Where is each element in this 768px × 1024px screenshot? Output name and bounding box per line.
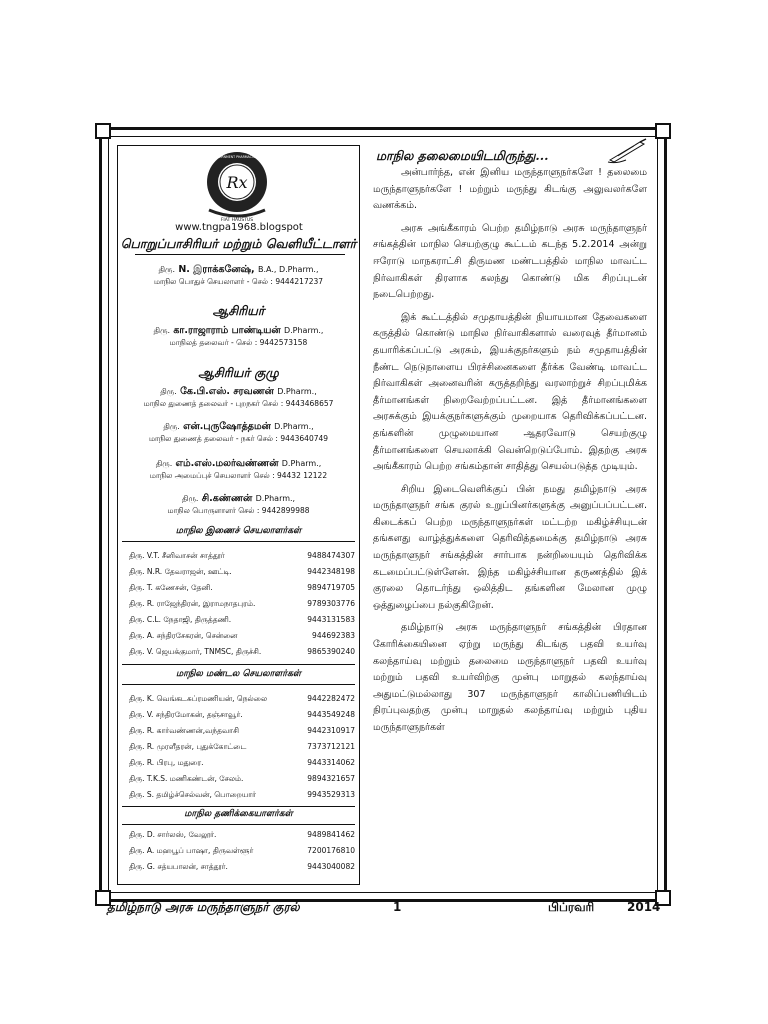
editor-degree: D.Pharm., — [283, 326, 324, 335]
publisher-prefix: திரு. — [158, 265, 175, 274]
member-phone: 7200176810 — [307, 846, 355, 855]
member-name: திரு. N.R. தேவராஜன், ஊட்டி. — [129, 567, 232, 576]
publisher-heading: பொறுப்பாசிரியர் மற்றும் வெளியீட்டாளர் — [120, 236, 357, 251]
list-rule — [122, 664, 355, 665]
committee-member — [120, 386, 357, 410]
committee-heading: ஆசிரியர் குழு — [198, 365, 279, 380]
member-name: திரு. K. வெங்கடசுப்ரமணியன், நெல்லை — [129, 694, 268, 703]
member-desc: மாநில அமைப்புச் செயலாளர் செல் : 94432 12122 — [149, 471, 328, 480]
list-item — [129, 566, 355, 578]
list-item — [129, 582, 355, 594]
list-item — [129, 861, 355, 873]
logo-bottom-text: FIAT HAUSTUS — [220, 218, 254, 223]
member-phone: 944692383 — [312, 631, 355, 640]
logo-ring-text: TAMILNADU GOVERNMENT PHARMACISTS ASSOCIATION — [192, 155, 282, 159]
publisher-desc: மாநில பொதுச் செயலாளர் - செல் : 9444217237 — [153, 277, 324, 286]
list-item — [129, 757, 355, 769]
member-desc: மாநில பொருளாளர் செல் : 9442899988 — [167, 506, 310, 515]
member-phone: 9489841462 — [307, 830, 355, 839]
list-item — [129, 709, 355, 721]
member-phone: 9442282472 — [307, 694, 355, 703]
list-rule — [122, 684, 355, 685]
member-phone: 9894321657 — [307, 774, 355, 783]
publisher-degree: B.A., D.Pharm., — [257, 265, 319, 274]
committee-member — [120, 493, 357, 517]
border-corner-ornament — [95, 123, 111, 139]
member-prefix: திரு. — [160, 387, 177, 396]
member-desc: மாநில துணைத் தலைவர் - புறநகர் செல் : 9443468657 — [143, 399, 334, 408]
member-phone: 9943529313 — [307, 790, 355, 799]
member-name: திரு. R. முரளீதரன், புதுக்கோட்டை — [129, 742, 247, 751]
member-name: திரு. V. சந்திரமோகன், தஞ்சாவூர். — [129, 710, 243, 719]
article-paragraph: இக் கூட்டத்தில் சமுதாயத்தின் நியாயமான தேவைகளை கருத்தில் கொண்டு மாநில நிர்வாகிகளால் வரைவுத் தீர்மானம் தயாரிக்கப்பட்டு அரசும், இயக்குநர்களும் நம் சமுதாயத்தின் நீண்ட நெடுநாளைய பிரச்சினைகளை தீர்க்க வேண்டி மாவட்ட நிர்வாகிகள் அனைவரின் கருத்தறிந்து வரலாற்றுச் சிறப்புமிக்க தீர்மானங்கள் நிறைவேற்றப்பட்டன. இத் தீர்மானங்களை அரசுக்கும் இயக்குநர்களுக்கும் முறையாக தெரிவிக்கப்பட்டன. தங்களின் முழுமையான ஆதரவோடு செயற்குழு தீர்மானங்களை செயலாக்கி வென்றெடுப்போம். இதற்கு அரசு அங்கீகாரம் பெற்ற சங்கம்தான் சாதித்து செயல்படுத்த முடியும். — [373, 311, 647, 473]
heading-rule — [135, 254, 345, 255]
member-name: திரு. G. சத்யபாலன், சாத்தூர். — [129, 862, 228, 871]
article-paragraph: அன்பார்ந்த, என் இனிய மருந்தாளுநர்களே ! தலைமை மருந்தாளுநர்களே ! மற்றும் மருந்து கிடங்கு அலுவலர்களே வணக்கம். — [373, 167, 647, 212]
list-item — [129, 741, 355, 753]
member-phone: 9894719705 — [307, 583, 355, 592]
member-name: திரு. A. மஹபூப் பாஷா, திருவள்ளூர் — [129, 846, 254, 855]
joint-secretaries-heading: மாநில இணைச் செயலாளர்கள் — [175, 526, 302, 536]
member-name: திரு. V.T. சீனிவாசன் சாத்தூர் — [129, 551, 225, 560]
magazine-name: தமிழ்நாடு அரசு மருந்தாளுநர் குரல் — [107, 900, 300, 914]
member-degree: D.Pharm., — [277, 387, 317, 396]
member-degree: D.Pharm., — [281, 459, 322, 468]
list-rule — [122, 824, 355, 825]
list-item — [129, 725, 355, 737]
member-degree: D.Pharm., — [255, 494, 296, 503]
member-name: என்.புருஷோத்தமன் — [183, 421, 271, 432]
article-paragraph: அரசு அங்கீகாரம் பெற்ற தமிழ்நாடு அரசு மருந்தாளுநர் சங்கத்தின் மாநில செயற்குழு கூட்டம் கடந்த 5.2.2014 அன்று ஈரோடு மாநகராட்சி திருமண மண்டபத்தில் மாநில மாவட்ட நிர்வாகிகள் திரளாக கலந்து கொண்டு மிக சிறப்புடன் நடைபெற்றது. — [373, 222, 647, 301]
member-name: திரு. C.L. நேதாஜி, திருத்தணி. — [129, 615, 232, 624]
publisher-entry — [120, 264, 357, 288]
list-item — [129, 829, 355, 841]
list-item — [129, 614, 355, 626]
member-phone: 9443314062 — [307, 758, 355, 767]
member-phone: 9865390240 — [307, 647, 355, 656]
border-corner-ornament — [655, 123, 671, 139]
member-phone: 9443549248 — [307, 710, 355, 719]
member-name: திரு. A. சந்திரசேகரன், சென்னை — [129, 631, 238, 640]
member-prefix: திரு. — [155, 459, 173, 468]
association-logo — [192, 148, 282, 224]
list-item — [129, 693, 355, 705]
editor-name: கா.ராஜாராம் பாண்டியன் — [173, 325, 281, 336]
list-rule — [122, 806, 355, 807]
article-heading: மாநில தலைமையிடமிருந்து... — [376, 148, 549, 163]
issue-year: 2014 — [627, 900, 661, 914]
list-item — [129, 773, 355, 785]
zonal-secretaries-heading: மாநில மண்டல செயலாளர்கள் — [175, 669, 302, 679]
list-item — [129, 550, 355, 562]
member-name: சி.கண்ணன் — [201, 493, 253, 504]
member-name: திரு. R. கார்வண்ணன்,வந்தவாசி — [129, 726, 239, 735]
member-name: திரு. D. சார்லஸ், வேலூர். — [129, 830, 217, 839]
member-name: திரு. T. கணேசன், தேனி. — [129, 583, 213, 592]
issue-month: பிப்ரவரி — [548, 900, 595, 914]
member-phone: 9488474307 — [307, 551, 355, 560]
member-name: திரு. R. ராஜேந்திரன், இராமநாதபுரம். — [129, 599, 256, 608]
member-phone: 9442310917 — [307, 726, 355, 735]
list-item — [129, 598, 355, 610]
committee-member — [120, 458, 357, 482]
member-name: திரு. V. ஜெயக்குமார், TNMSC, திருச்சி. — [129, 647, 262, 656]
member-phone: 7373712121 — [307, 742, 355, 751]
member-name: திரு. S. தமிழ்ச்செல்வன், பொறையார் — [129, 790, 257, 799]
member-desc: மாநில துணைத் தலைவர் - நகர் செல் : 9443640749 — [148, 434, 329, 443]
member-prefix: திரு. — [163, 422, 180, 431]
page-number: 1 — [393, 900, 402, 914]
member-name: எம்.எஸ்.மலர்வண்ணன் — [175, 458, 279, 469]
website-url: www.tngpa1968.blogspot — [175, 222, 303, 233]
article-paragraph: சிறிய இடைவெளிக்குப் பின் நமது தமிழ்நாடு அரசு மருந்தாளுநர் சங்க குரல் உறுப்பினர்களுக்கு அனுப்பப்பட்டன. கிடைக்கப் பெற்ற மருந்தாளுநர்கள் மட்டற்ற மகிழ்ச்சியுடன் தங்களது வாழ்த்துக்களை தெரிவித்தமைக்கு தமிழ்நாடு அரசு மருந்தாளுநர் சங்கத்தின் சார்பாக நன்றியையும் தெரிவிக்க கடமைப்பட்டுள்ளேன். இந்த மகிழ்ச்சியான தருணத்தில் இக் குரலை தொடர்ந்து ஒலித்திட தங்களின மேலான முழு ஒத்துழைப்பை நல்குகிறேன். — [373, 483, 647, 611]
article-paragraph: தமிழ்நாடு அரசு மருந்தாளுநர் சங்கத்தின் பிரதான கோரிக்கையினை ஏற்று மருந்து கிடங்கு பதவி உயர்வு கலந்தாய்வு மற்றும் தலைமை மருந்தாளுநர் பதவி உயர்வு மற்றும் பதவி உயர்விற்கு முன்பு மாறுதல் கலந்தாய்வு அதுமட்டுமல்லாது 307 மருந்தாளுநர் காலிப்பணியிடம் நிரப்புவதற்கு முன்பு மாறுதல் கலந்தாய்வு மற்றும் புதிய மருந்தாளுநர்கள் — [373, 622, 647, 733]
member-phone: 9443131583 — [307, 615, 355, 624]
member-degree: D.Pharm., — [274, 422, 314, 431]
member-phone: 9442348198 — [307, 567, 355, 576]
editor-desc: மாநிலத் தலைவர் - செல் : 9442573158 — [169, 338, 308, 347]
list-item — [129, 789, 355, 801]
member-name: திரு. R. பிரபு, மதுரை. — [129, 758, 204, 767]
list-rule — [122, 541, 355, 542]
member-phone: 9789303776 — [307, 599, 355, 608]
member-name: திரு. T.K.S. மணிகண்டன், சேலம். — [129, 774, 244, 783]
list-item — [129, 845, 355, 857]
member-prefix: திரு. — [181, 494, 199, 503]
list-item — [129, 646, 355, 658]
member-name: கே.பி.எஸ். சரவணன் — [180, 386, 274, 397]
article-body — [373, 165, 647, 737]
editor-prefix: திரு. — [153, 326, 171, 335]
quill-pen-icon — [604, 138, 648, 164]
logo-center-text: Rx — [226, 173, 248, 192]
list-item — [129, 630, 355, 642]
publisher-name: N. இராக்கனேஷ், — [178, 264, 255, 275]
committee-member — [120, 421, 357, 445]
auditors-heading: மாநில தணிக்கையாளர்கள் — [184, 809, 293, 819]
member-phone: 9443040082 — [307, 862, 355, 871]
editor-entry — [120, 325, 357, 349]
editor-heading: ஆசிரியர் — [212, 303, 265, 318]
